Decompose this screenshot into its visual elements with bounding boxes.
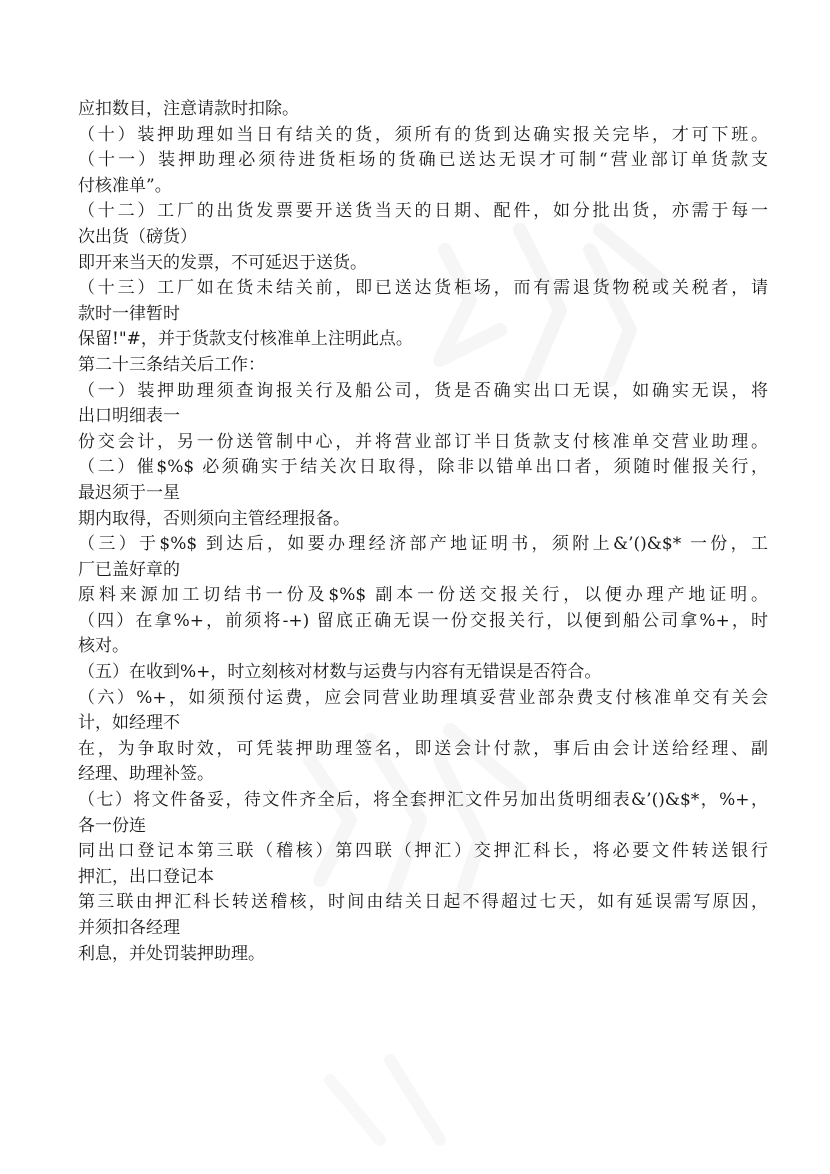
text-line: 应扣数目，注意请款时扣除。 xyxy=(78,99,299,119)
text-line: （一）装押助理须查询报关行及船公司，货是否确实出口无误，如确实无误，将 xyxy=(78,380,768,401)
text-line: 保留!"#，并于货款支付核准单上注明此点。 xyxy=(78,329,413,350)
text-line: 押汇，出口登记本 xyxy=(78,866,214,887)
text-line: 原料来源加工切结书一份及$%$ 副本一份送交报关行，以便办理产地证明。 xyxy=(78,585,768,606)
text-line: 付核准单”。 xyxy=(78,175,172,196)
text-line: 款时一律暂时 xyxy=(78,303,180,324)
text-line: 第二十三条结关后工作： xyxy=(78,354,265,375)
text-line: （五）在收到%+，时立刻核对材数与运费与内容有无错误是否符合。 xyxy=(78,662,602,683)
text-line: 在，为争取时效，可凭装押助理签名，即送会计付款，事后由会计送给经理、副 xyxy=(78,738,768,759)
text-line: （十三）工厂如在货未结关前，即已送达货柜场，而有需退货物税或关税者，请 xyxy=(78,278,768,299)
text-line: （四）在拿%+，前须将-+) 留底正确无误一份交报关行，以便到船公司拿%+，时 xyxy=(78,610,768,631)
text-line: 厂已盖好章的 xyxy=(78,559,180,580)
text-line: 份交会计，另一份送管制中心，并将营业部订半日货款支付核准单交营业助理。 xyxy=(78,431,768,452)
text-line: （三）于$%$ 到达后，如要办理经济部产地证明书，须附上&’()&$* 一份，工 xyxy=(78,534,768,555)
text-line: （六）%+，如须预付运费，应会同营业助理填妥营业部杂费支付核准单交有关会 xyxy=(78,687,768,708)
text-line: 期内取得，否则须向主管经理报备。 xyxy=(78,508,350,529)
text-line: 第三联由押汇科长转送稽核，时间由结关日起不得超过七天，如有延误需写原因， xyxy=(78,892,768,913)
text-line: 计，如经理不 xyxy=(78,713,180,734)
text-line: （十）装押助理如当日有结关的货，须所有的货到达确实报关完毕，才可下班。 xyxy=(78,124,768,145)
text-line: （十一）装押助理必须待进货柜场的货确已送达无误才可制“营业部订单货款支 xyxy=(78,150,768,171)
text-line: 各一份连 xyxy=(78,815,146,836)
text-line: 即开来当天的发票，不可延迟于送货。 xyxy=(78,252,367,273)
text-line: 同出口登记本第三联（稽核）第四联（押汇）交押汇科长，将必要文件转送银行 xyxy=(78,841,768,862)
text-line: （二）催$%$ 必须确实于结关次日取得，除非以错单出口者，须随时催报关行， xyxy=(78,457,768,478)
text-line: 并须扣各经理 xyxy=(78,918,180,938)
text-line: 最迟须于一星 xyxy=(78,482,180,503)
text-line: 经理、助理补签。 xyxy=(78,764,214,785)
document-body xyxy=(78,97,768,967)
text-line: （十二）工厂的出货发票要开送货当天的日期、配件，如分批出货，亦需于每一 xyxy=(78,201,768,222)
text-line: （七）将文件备妥，待文件齐全后，将全套押汇文件另加出货明细表&’()&$*，%+， xyxy=(78,790,768,811)
text-line: 利息，并处罚装押助理。 xyxy=(78,943,265,964)
text-line: 出口明细表一 xyxy=(78,406,180,427)
text-line: 次出货（磅货） xyxy=(78,226,197,247)
text-line: 核对。 xyxy=(78,636,129,657)
